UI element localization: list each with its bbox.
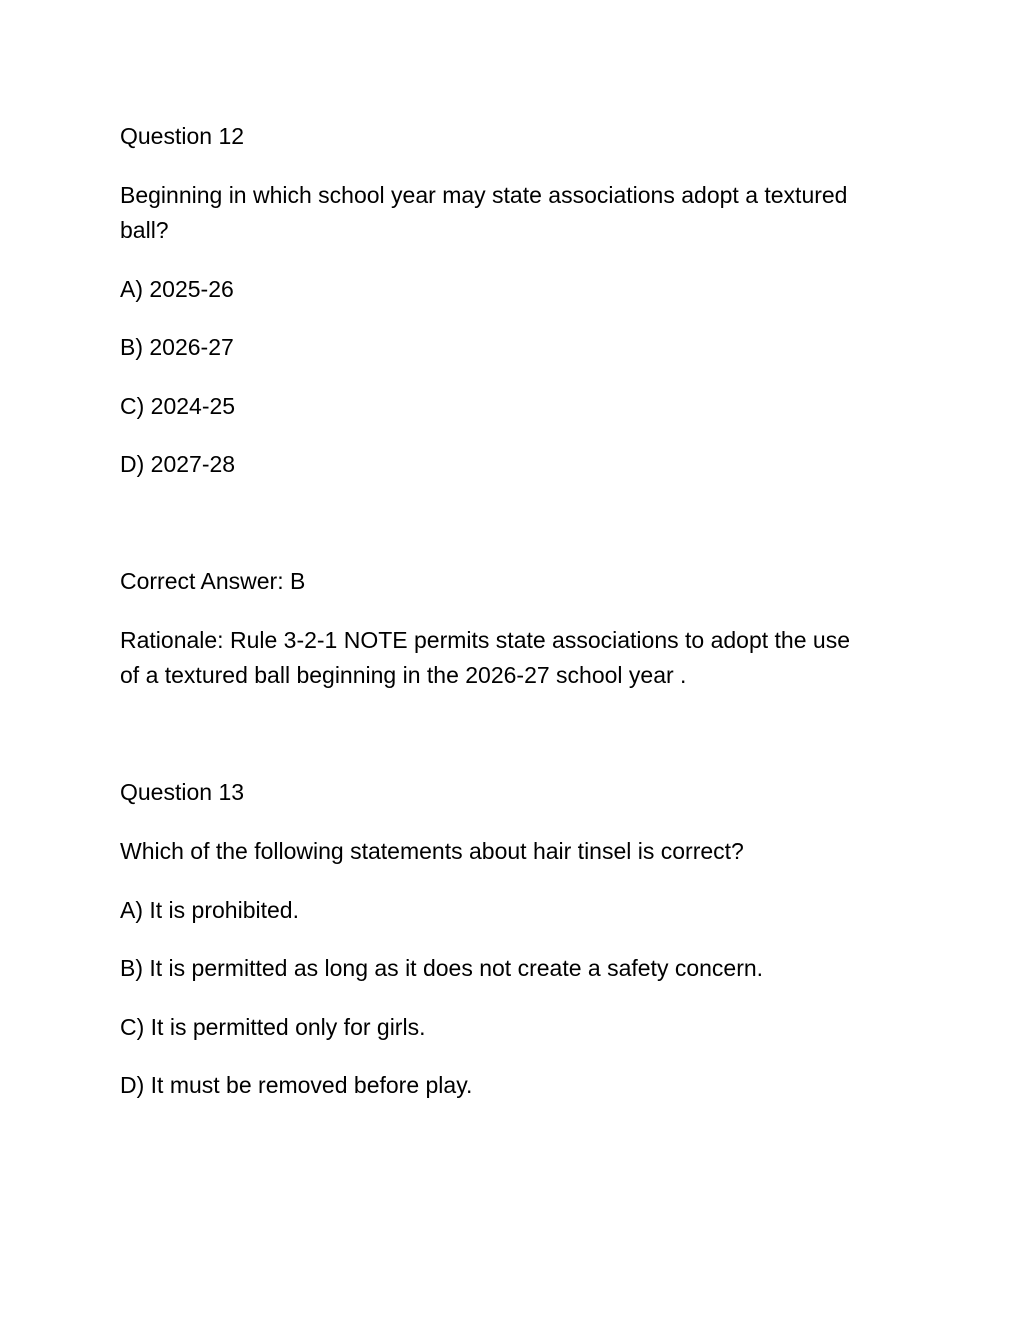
rationale-line-2: of a textured ball beginning in the 2026-27 school year . <box>120 662 687 688</box>
answer-option-d: D) It must be removed before play. <box>120 1072 473 1098</box>
answer-option-a: A) 2025-26 <box>120 276 234 302</box>
answer-option-c: C) It is permitted only for girls. <box>120 1014 426 1040</box>
question-heading: Question 12 <box>120 123 245 149</box>
answer-option-c: C) 2024-25 <box>120 393 236 419</box>
correct-answer: Correct Answer: B <box>120 568 306 594</box>
answer-option-d: D) 2027-28 <box>120 451 236 477</box>
rationale-line-1: Rationale: Rule 3-2-1 NOTE permits state associations to adopt the use <box>120 627 850 653</box>
answer-option-a: A) It is prohibited. <box>120 897 299 923</box>
question-prompt-line-1: Which of the following statements about hair tinsel is correct? <box>120 838 744 864</box>
question-prompt-line-1: Beginning in which school year may state associations adopt a textured <box>120 182 848 208</box>
question-prompt-line-2: ball? <box>120 217 169 243</box>
question-heading: Question 13 <box>120 779 245 805</box>
answer-option-b: B) 2026-27 <box>120 334 234 360</box>
answer-option-b: B) It is permitted as long as it does not create a safety concern. <box>120 955 764 981</box>
